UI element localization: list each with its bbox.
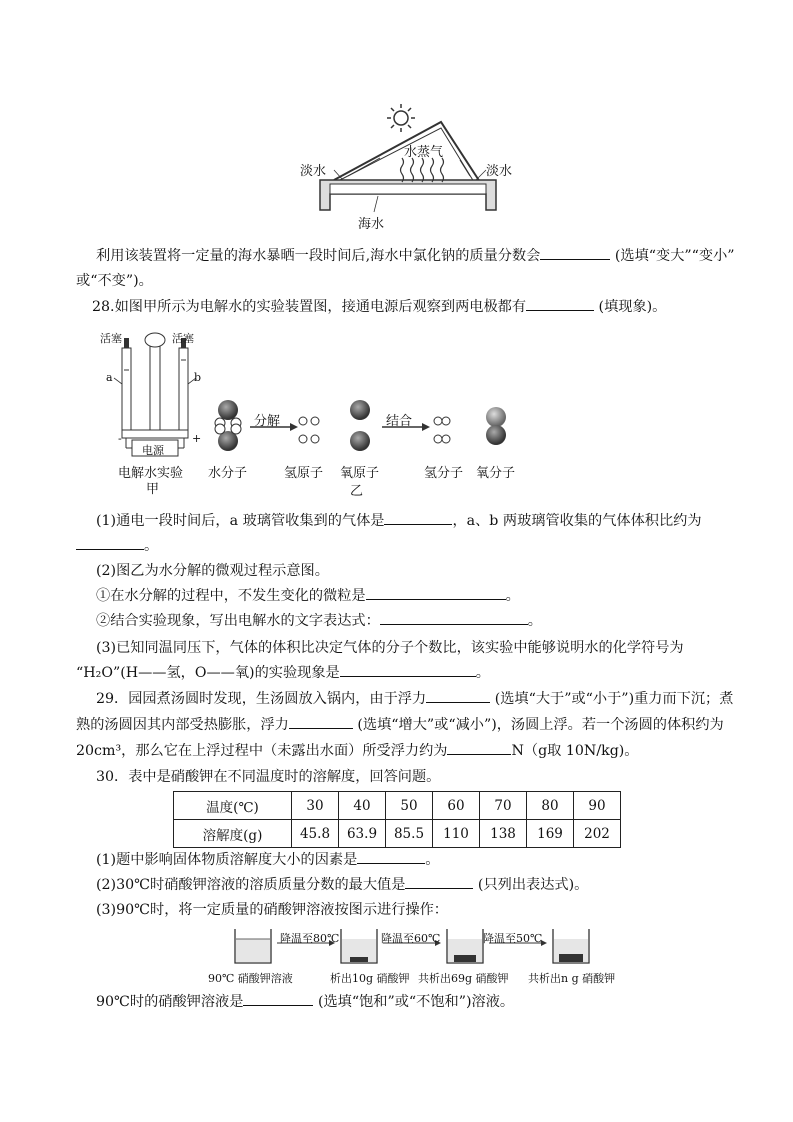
fig-a-caption: 电解水实验 bbox=[118, 466, 184, 481]
q30-p1: (1)题中影响固体物质溶解度大小的因素是 。 bbox=[96, 852, 440, 868]
q28-p1-blank1[interactable] bbox=[384, 511, 452, 525]
hydrogen-atom-icon bbox=[299, 417, 319, 443]
solubility-table bbox=[173, 791, 621, 848]
beaker-icon bbox=[553, 929, 589, 963]
table-cell: 70 bbox=[480, 792, 527, 820]
table-cell: 60 bbox=[433, 792, 480, 820]
q28-p1-line2: 。 bbox=[76, 536, 158, 556]
oxygen-atom-label: 氧原子 bbox=[340, 466, 380, 481]
table-cell: 50 bbox=[386, 792, 433, 820]
table-cell: 30 bbox=[292, 792, 339, 820]
oxygen-molecule-label: 氧分子 bbox=[476, 466, 516, 481]
fresh-water-label-right: 淡水 bbox=[486, 164, 513, 179]
seawater-label: 海水 bbox=[358, 217, 385, 232]
fig-b-caption-label: 乙 bbox=[350, 484, 364, 499]
beaker2-label: 析出10g 硝酸钾 bbox=[330, 972, 410, 985]
cool-to-60-label: 降温至60℃ bbox=[381, 932, 441, 945]
water-decomposition-figure bbox=[210, 395, 530, 465]
stopcock-left-label: 活塞 bbox=[100, 332, 122, 345]
table-cell-solubility-head: 溶解度(g) bbox=[174, 820, 292, 848]
table-cell: 169 bbox=[527, 820, 574, 848]
hydrogen-atom-label: 氢原子 bbox=[284, 466, 324, 481]
beaker4-label: 共析出n g 硝酸钾 bbox=[528, 972, 616, 985]
hydrogen-molecule-icon bbox=[434, 417, 450, 443]
q28-stem: 28.如图甲所示为电解水的实验装置图，接通电源后观察到两电极都有 (填现象)。 bbox=[92, 299, 667, 315]
hydrogen-molecule-label: 氢分子 bbox=[424, 466, 464, 481]
q28-p2-2: ②结合实验现象，写出电解水的文字表达式： 。 bbox=[96, 613, 542, 629]
q28-p3-line2: “H₂O”(H——氢，O——氧)的实验现象是 。 bbox=[76, 665, 490, 681]
fig-a-caption-label: 甲 bbox=[146, 482, 160, 497]
vapor-icon bbox=[401, 158, 444, 182]
oxygen-atom-icon bbox=[350, 400, 370, 451]
beaker3-label: 共析出69g 硝酸钾 bbox=[418, 972, 509, 985]
table-cell: 202 bbox=[574, 820, 621, 848]
q28-p1-blank2[interactable] bbox=[76, 536, 144, 550]
oxygen-molecule-icon bbox=[486, 407, 506, 445]
q28-p3-line1: (3)已知同温同压下，气体的体积比决定气体的分子个数比，该实验中能够说明水的化学符号为 bbox=[96, 640, 684, 656]
q27-answer-blank[interactable] bbox=[540, 246, 610, 260]
q30-stem: 30．表中是硝酸钾在不同温度时的溶解度，回答问题。 bbox=[96, 769, 441, 785]
q29-line2: 熟的汤圆因其内部受热膨胀，浮力 (选填“增大”或“减小”)，汤圆上浮。若一个汤圆的体积约为 bbox=[76, 717, 724, 733]
cool-to-80-label: 降温至80℃ bbox=[280, 932, 340, 945]
q28-answer-blank[interactable] bbox=[526, 297, 594, 311]
beaker-icon bbox=[235, 929, 271, 963]
stopcock-right-label: 活塞 bbox=[172, 332, 194, 345]
combine-arrow-label: 结合 bbox=[386, 414, 413, 429]
sun-icon bbox=[387, 104, 415, 132]
table-cell: 85.5 bbox=[386, 820, 433, 848]
table-cell-temp-head: 温度(℃) bbox=[174, 792, 292, 820]
table-row bbox=[174, 820, 621, 848]
power-label: 电源 bbox=[142, 444, 164, 457]
q28-p2: (2)图乙为水分解的微观过程示意图。 bbox=[96, 563, 329, 579]
vapor-label: 水蒸气 bbox=[404, 145, 444, 160]
q29-blank2[interactable] bbox=[289, 715, 353, 729]
q30-p2: (2)30℃时硝酸钾溶液的溶质质量分数的最大值是 (只列出表达式)。 bbox=[96, 877, 589, 893]
cool-to-50-label: 降温至50℃ bbox=[483, 932, 543, 945]
decompose-arrow-label: 分解 bbox=[254, 414, 281, 429]
table-cell: 90 bbox=[574, 792, 621, 820]
q28-p3-blank[interactable] bbox=[340, 663, 476, 677]
q30-p1-blank[interactable] bbox=[357, 850, 425, 864]
beaker1-label: 90℃ 硝酸钾溶液 bbox=[208, 972, 293, 985]
tube-b-label: b bbox=[194, 371, 202, 384]
table-cell: 40 bbox=[339, 792, 386, 820]
q29-line1: 29．园园煮汤圆时发现，生汤圆放入锅内，由于浮力 (选填“大于”或“小于”)重力而下沉；煮 bbox=[96, 691, 734, 707]
q28-p1-line1: (1)通电一段时间后，a 玻璃管收集到的气体是 ，a、b 两玻璃管收集的气体体积比约为 bbox=[96, 513, 702, 529]
table-cell: 63.9 bbox=[339, 820, 386, 848]
q27-line2: 或“不变”)。 bbox=[76, 273, 153, 289]
q30-p3: (3)90℃时，将一定质量的硝酸钾溶液按图示进行操作： bbox=[96, 902, 448, 918]
q30-final: 90℃时的硝酸钾溶液是 (选填“饱和”或“不饱和”)溶液。 bbox=[96, 994, 515, 1010]
q30-final-blank[interactable] bbox=[243, 992, 313, 1006]
q27-line1: 利用该装置将一定量的海水暴晒一段时间后,海水中氯化钠的质量分数会 (选填“变大”“变小” bbox=[96, 248, 735, 264]
beaker-icon bbox=[447, 929, 483, 963]
q28-p2-1: ①在水分解的过程中，不发生变化的微粒是 。 bbox=[96, 588, 520, 604]
minus-terminal-label: - bbox=[118, 432, 122, 445]
q28-p2-1-blank[interactable] bbox=[366, 586, 506, 600]
table-cell: 45.8 bbox=[292, 820, 339, 848]
table-cell: 138 bbox=[480, 820, 527, 848]
fresh-water-label-left: 淡水 bbox=[300, 164, 327, 179]
table-cell: 80 bbox=[527, 792, 574, 820]
tube-a-label: a bbox=[106, 371, 113, 384]
plus-terminal-label: + bbox=[192, 432, 202, 445]
beaker-icon bbox=[341, 929, 377, 963]
q29-blank1[interactable] bbox=[426, 689, 490, 703]
table-cell: 110 bbox=[433, 820, 480, 848]
q28-p2-2-blank[interactable] bbox=[380, 611, 528, 625]
water-molecule-label: 水分子 bbox=[208, 466, 248, 481]
table-row bbox=[174, 792, 621, 820]
q30-p2-blank[interactable] bbox=[405, 875, 473, 889]
q29-blank3[interactable] bbox=[447, 741, 511, 755]
water-molecule-icon bbox=[215, 400, 241, 451]
q29-line3: 20cm³，那么它在上浮过程中（未露出水面）所受浮力约为 N（g取 10N/kg)。 bbox=[76, 743, 639, 759]
